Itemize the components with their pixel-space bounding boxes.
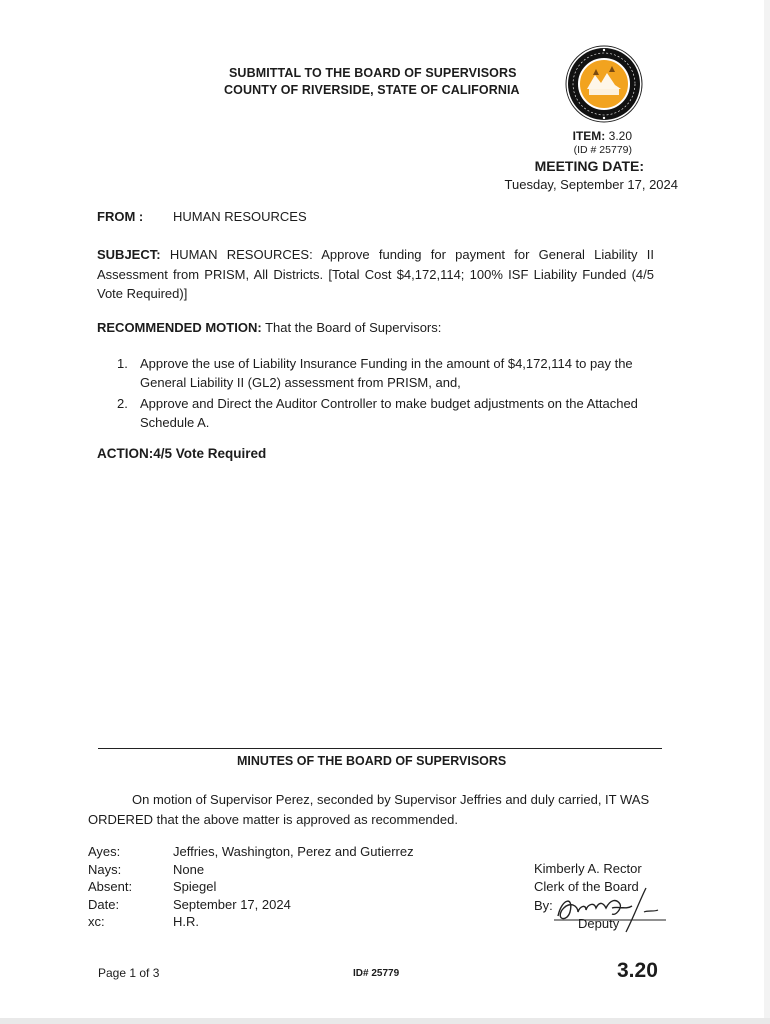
by-label: By:: [534, 898, 553, 913]
meeting-date: Tuesday, September 17, 2024: [504, 177, 678, 192]
vote-table: [88, 844, 414, 932]
minutes-title: MINUTES OF THE BOARD OF SUPERVISORS: [237, 754, 507, 768]
scan-edge-right: [764, 0, 770, 1024]
minutes-motion: On motion of Supervisor Perez, seconded by Supervisor Jeffries and duly carried, IT WAS ORDERED that the above matter is approved as recommended.: [88, 792, 650, 827]
vote-row: xc: H.R.: [88, 914, 199, 929]
meeting-date-label: MEETING DATE:: [534, 158, 644, 174]
clerk-name: Kimberly A. Rector: [534, 861, 642, 876]
recommended-motion-heading: RECOMMENDED MOTION: That the Board of Supervisors:: [97, 320, 442, 335]
footer-item-number: 3.20: [617, 959, 658, 982]
vote-row: Ayes: Jeffries, Washington, Perez and Gutierrez: [88, 844, 414, 859]
footer-id: ID# 25779: [353, 968, 400, 979]
page-number: Page 1 of 3: [98, 966, 160, 980]
motion-item: 2. Approve and Direct the Auditor Controller to make budget adjustments on the Attached Schedule A.: [117, 396, 638, 430]
minutes-divider: [98, 748, 662, 749]
county-seal-icon: [565, 45, 643, 123]
item-id: (ID # 25779): [573, 144, 632, 156]
motion-list: [97, 354, 667, 434]
vote-row: Absent: Spiegel: [88, 879, 217, 894]
item-number: ITEM: 3.20: [572, 129, 632, 143]
subject: SUBJECT: HUMAN RESOURCES: Approve funding for payment for General Liability II Assessment from PRISM, All Districts. [Total Cost $4,172,114; 100% ISF Liability Funded (4/5 Vote Required)]: [97, 247, 654, 301]
vote-row: Nays: None: [88, 861, 205, 877]
header-title: SUBMITTAL TO THE BOARD OF SUPERVISORS: [229, 66, 517, 80]
scan-edge-bottom: [0, 1018, 770, 1024]
deputy-label: Deputy: [578, 916, 620, 931]
from-value: HUMAN RESOURCES: [173, 209, 307, 224]
vote-row: Date: September 17, 2024: [88, 896, 291, 912]
motion-item: 1. Approve the use of Liability Insurance Funding in the amount of $4,172,114 to pay the General Liability II (GL2) assessment from PRISM, and,: [117, 356, 633, 390]
action-line: ACTION:4/5 Vote Required: [97, 446, 267, 461]
header-subtitle: COUNTY OF RIVERSIDE, STATE OF CALIFORNIA: [224, 83, 520, 97]
from-label: FROM :: [97, 209, 144, 224]
clerk-title: Clerk of the Board: [534, 879, 639, 894]
